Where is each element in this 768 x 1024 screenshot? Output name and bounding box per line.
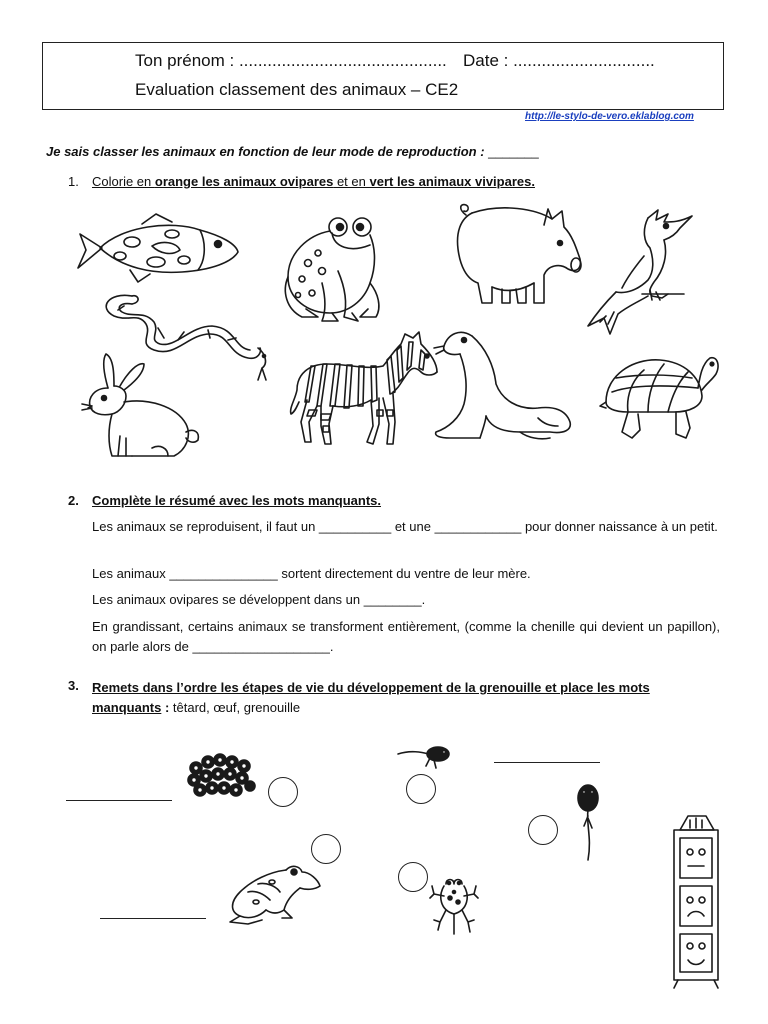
header-box [42, 42, 724, 110]
q1-part3: et en [333, 174, 370, 189]
zebra-image[interactable] [287, 326, 439, 450]
fish-image[interactable] [72, 212, 242, 284]
adult-frog-image[interactable] [226, 862, 324, 926]
question-3-separator: : [161, 700, 173, 715]
frog-eggs-image[interactable] [186, 752, 256, 802]
question-3-words: têtard, œuf, grenouille [172, 700, 301, 715]
answer-blank-3[interactable] [100, 918, 206, 919]
intro-line [46, 144, 539, 159]
question-3-title: Remets dans l’ordre les étapes de vie du développement de la grenouille et place les mots manquants [92, 680, 650, 715]
turtle-image[interactable] [598, 346, 720, 446]
summary-paragraph-2[interactable]: Les animaux _______________ sortent directement du ventre de leur mère. [92, 566, 531, 581]
q1-part1: Colorie en [92, 174, 155, 189]
date-field[interactable]: Date : .............................. [463, 51, 655, 70]
question-number: 3. [68, 678, 79, 693]
worksheet-title: Evaluation classement des animaux – CE2 [135, 80, 459, 99]
order-circle-3[interactable] [528, 815, 558, 845]
intro-blank[interactable]: _______ [488, 144, 539, 159]
question-2-title: Complète le résumé avec les mots manquants. [92, 493, 381, 508]
sea-lion-image[interactable] [430, 326, 582, 446]
rabbit-image[interactable] [68, 352, 202, 464]
bird-image[interactable] [584, 208, 704, 338]
order-circle-5[interactable] [398, 862, 428, 892]
website-link[interactable]: http://le-stylo-de-vero.eklablog.com [525, 111, 694, 122]
tadpole-legs-image[interactable] [396, 740, 452, 770]
question-number: 2. [68, 493, 79, 508]
summary-paragraph-4[interactable]: En grandissant, certains animaux se transforment entièrement, (comme la chenille qui devient un papillon), on parle alors de ___________________. [92, 619, 720, 654]
order-circle-2[interactable] [406, 774, 436, 804]
intro-text: Je sais classer les animaux en fonction de leur mode de reproduction : [46, 144, 485, 159]
summary-paragraph-1[interactable]: Les animaux se reproduisent, il faut un __________ et une ____________ pour donner naissance à un petit. [92, 519, 718, 534]
question-3-text [92, 678, 720, 718]
question-number: 1. [68, 174, 79, 189]
firstname-field[interactable]: Ton prénom : ............................................ [135, 51, 447, 70]
tadpole-image[interactable] [574, 782, 602, 864]
answer-blank-2[interactable] [494, 762, 600, 763]
q1-oviparous: orange les animaux ovipares [154, 174, 334, 189]
order-circle-4[interactable] [311, 834, 341, 864]
order-circle-1[interactable] [268, 777, 298, 807]
pig-image[interactable] [452, 203, 584, 311]
answer-blank-1[interactable] [66, 800, 172, 801]
frog-image[interactable] [278, 213, 386, 325]
question-1-text [92, 174, 535, 189]
froglet-image[interactable] [430, 876, 478, 936]
totem-illustration [666, 812, 726, 988]
summary-paragraph-3[interactable]: Les animaux ovipares se développent dans un ________. [92, 592, 426, 607]
q1-viviparous: vert les animaux vivipares. [369, 174, 535, 189]
